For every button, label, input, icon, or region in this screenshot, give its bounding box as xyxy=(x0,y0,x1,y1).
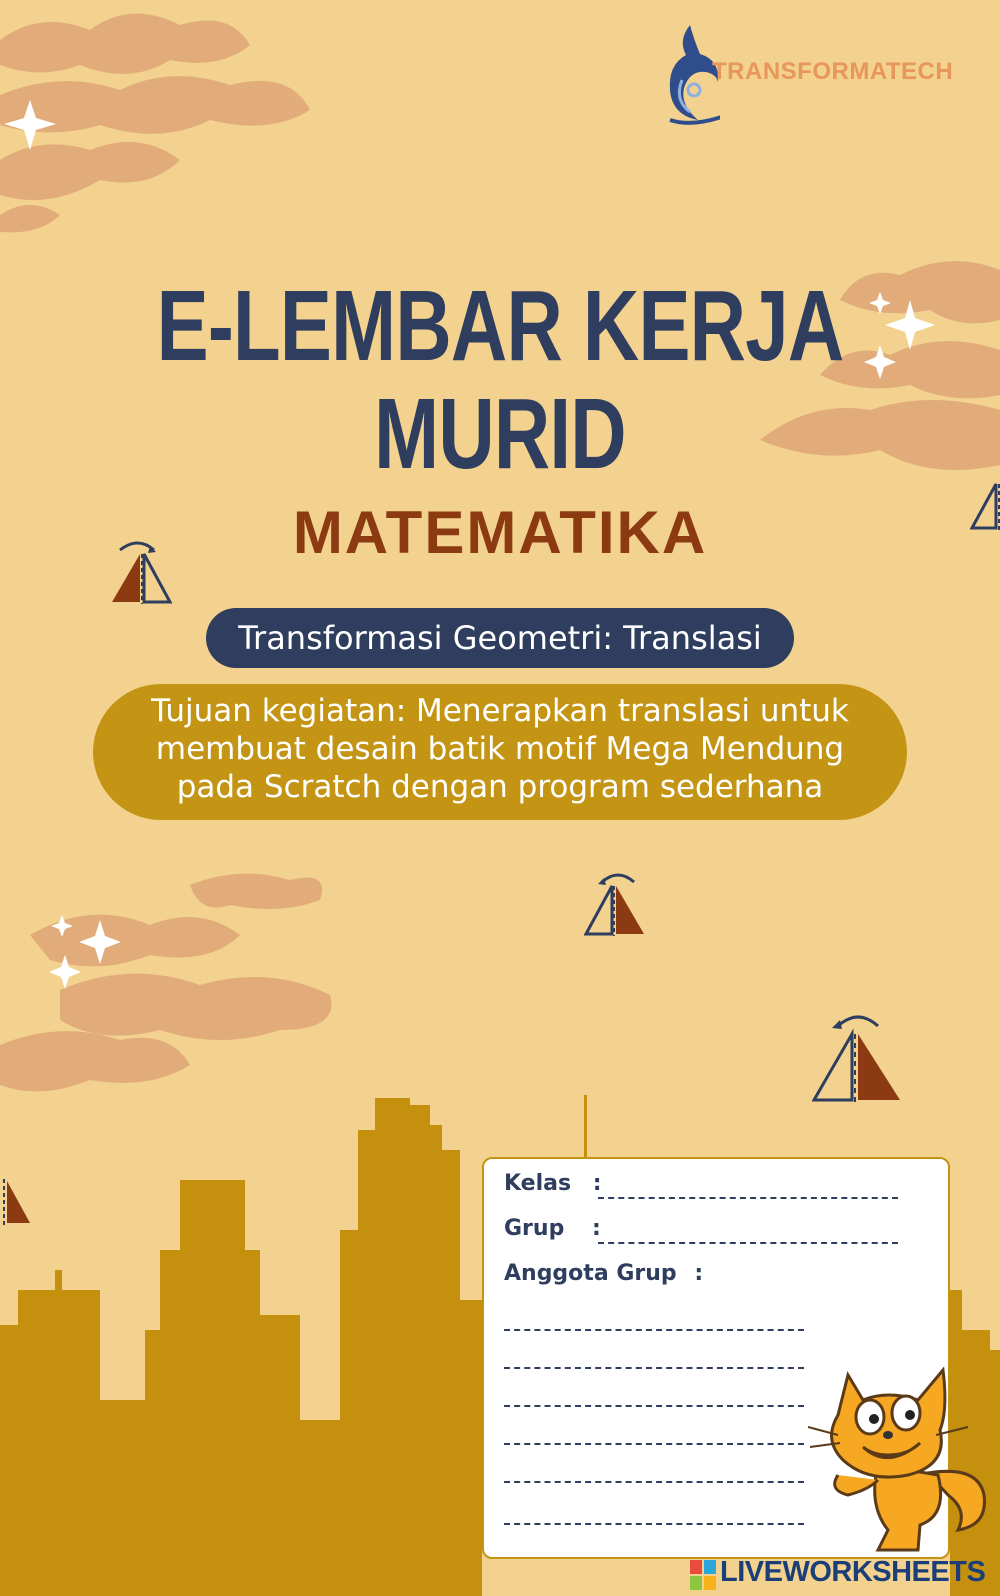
anggota-label: Anggota Grup xyxy=(504,1261,677,1286)
logo-text: TRANSFORMATECH xyxy=(712,58,954,85)
goal-banner xyxy=(93,684,907,820)
cloud-middle-left xyxy=(0,874,331,1092)
goal-line-3: pada Scratch dengan program sederhana xyxy=(176,769,824,805)
anggota-input-line-3[interactable] xyxy=(504,1405,804,1407)
triangle-reflection-icon xyxy=(812,1012,902,1104)
liveworksheets-logo-icon xyxy=(690,1560,716,1590)
transformatech-logo xyxy=(660,20,960,125)
anggota-colon: : xyxy=(694,1261,704,1286)
goal-line-2: membuat desain batik motif Mega Mendung xyxy=(155,731,845,767)
kelas-label: Kelas xyxy=(504,1171,572,1196)
goal-line-1: Tujuan kegiatan: Menerapkan translasi untuk xyxy=(151,693,849,729)
grup-row xyxy=(504,1216,601,1241)
scratch-cat-mascot xyxy=(808,1355,1000,1555)
subject-heading: MATEMATIKA xyxy=(292,499,708,566)
liveworksheets-brand-text: LIVEWORKSHEETS xyxy=(720,1556,986,1588)
triangle-reflection-icon xyxy=(0,1165,32,1227)
triangle-reflection-icon xyxy=(584,872,646,938)
page-title-line-1: E-LEMBAR KERJA xyxy=(156,270,844,382)
logo-emblem-icon xyxy=(660,20,720,125)
page-title-line-2: MURID xyxy=(374,378,626,490)
kelas-input-line[interactable] xyxy=(598,1197,898,1199)
grup-input-line[interactable] xyxy=(598,1242,898,1244)
anggota-input-line-1[interactable] xyxy=(504,1329,804,1331)
anggota-row xyxy=(504,1261,703,1286)
anggota-input-line-2[interactable] xyxy=(504,1367,804,1369)
anggota-input-line-6[interactable] xyxy=(504,1523,804,1525)
kelas-colon: : xyxy=(592,1171,602,1196)
grup-label: Grup xyxy=(504,1216,565,1241)
anggota-input-line-5[interactable] xyxy=(504,1481,804,1483)
kelas-row xyxy=(504,1171,602,1196)
grup-colon: : xyxy=(592,1216,601,1241)
anggota-input-line-4[interactable] xyxy=(504,1443,804,1445)
topic-banner: Transformasi Geometri: Translasi xyxy=(206,608,794,668)
